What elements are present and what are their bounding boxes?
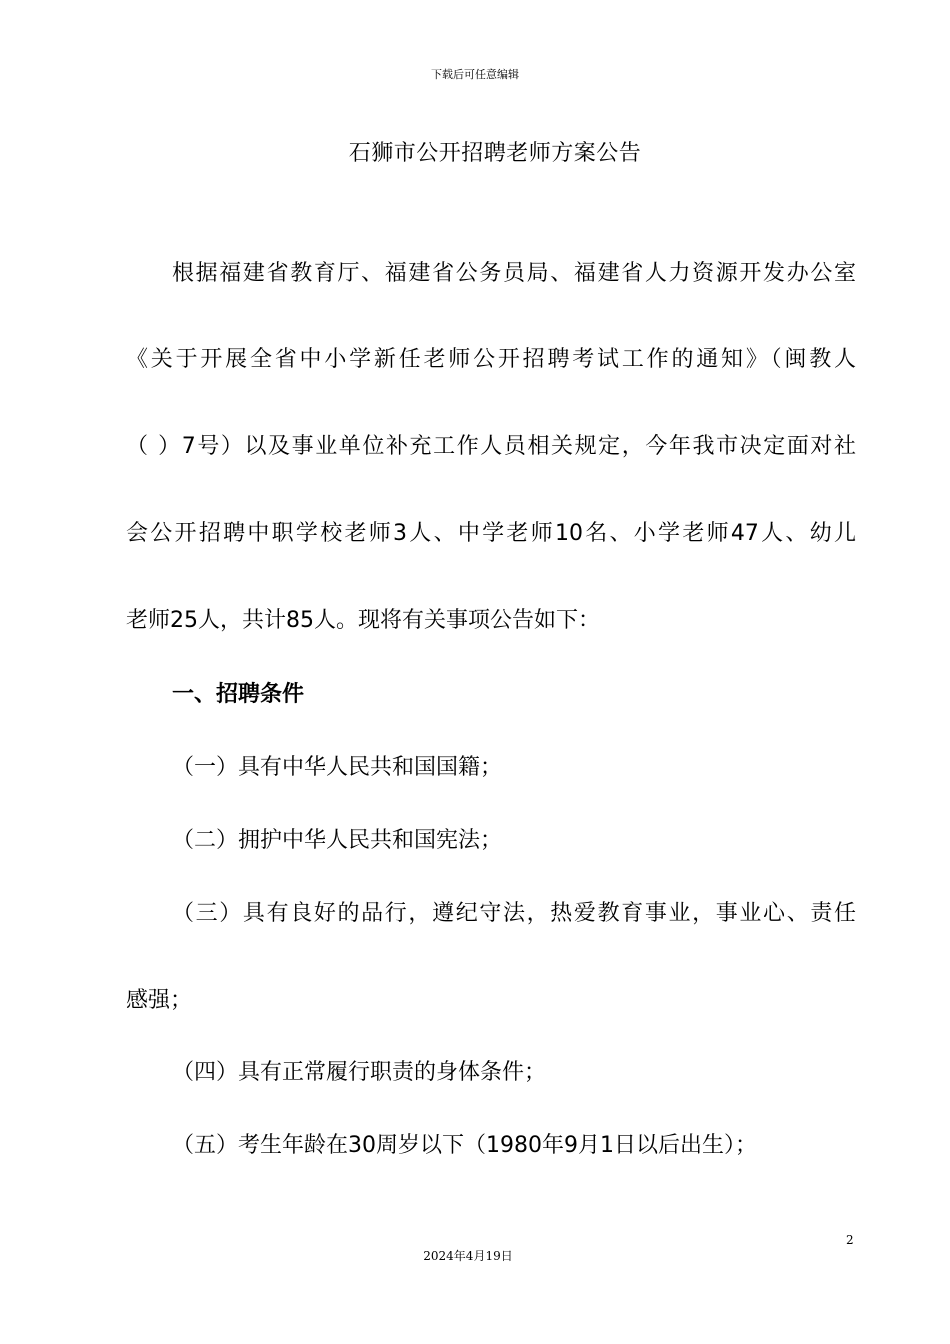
condition-2: （二）拥护中华人民共和国宪法； — [172, 828, 503, 853]
intro-line-1: 根据福建省教育厅、福建省公务员局、福建省人力资源开发办公室 — [172, 261, 856, 286]
intro-line-3: （ ）7号）以及事业单位补充工作人员相关规定，今年我市决定面对社 — [126, 434, 856, 459]
intro-line-2: 《关于开展全省中小学新任老师公开招聘考试工作的通知》（闽教人 — [126, 347, 856, 372]
condition-1: （一）具有中华人民共和国国籍； — [172, 755, 503, 780]
condition-3-line-1: （三）具有良好的品行，遵纪守法，热爱教育事业，事业心、责任 — [172, 901, 856, 926]
condition-4: （四）具有正常履行职责的身体条件； — [172, 1060, 547, 1085]
page-number: 2 — [846, 1233, 854, 1247]
footer-date: 2024年4月19日 — [423, 1249, 513, 1263]
header-note: 下载后可任意编辑 — [431, 68, 519, 81]
section-heading: 一、招聘条件 — [172, 682, 305, 707]
intro-line-4: 会公开招聘中职学校老师3人、中学老师10名、小学老师47人、幼儿 — [126, 521, 856, 546]
condition-5: （五）考生年龄在30周岁以下（1980年9月1日以后出生）； — [172, 1133, 757, 1158]
document-title: 石狮市公开招聘老师方案公告 — [348, 141, 642, 166]
intro-line-5: 老师25人，共计85人。现将有关事项公告如下： — [126, 608, 600, 633]
condition-3-line-2: 感强； — [126, 988, 193, 1013]
